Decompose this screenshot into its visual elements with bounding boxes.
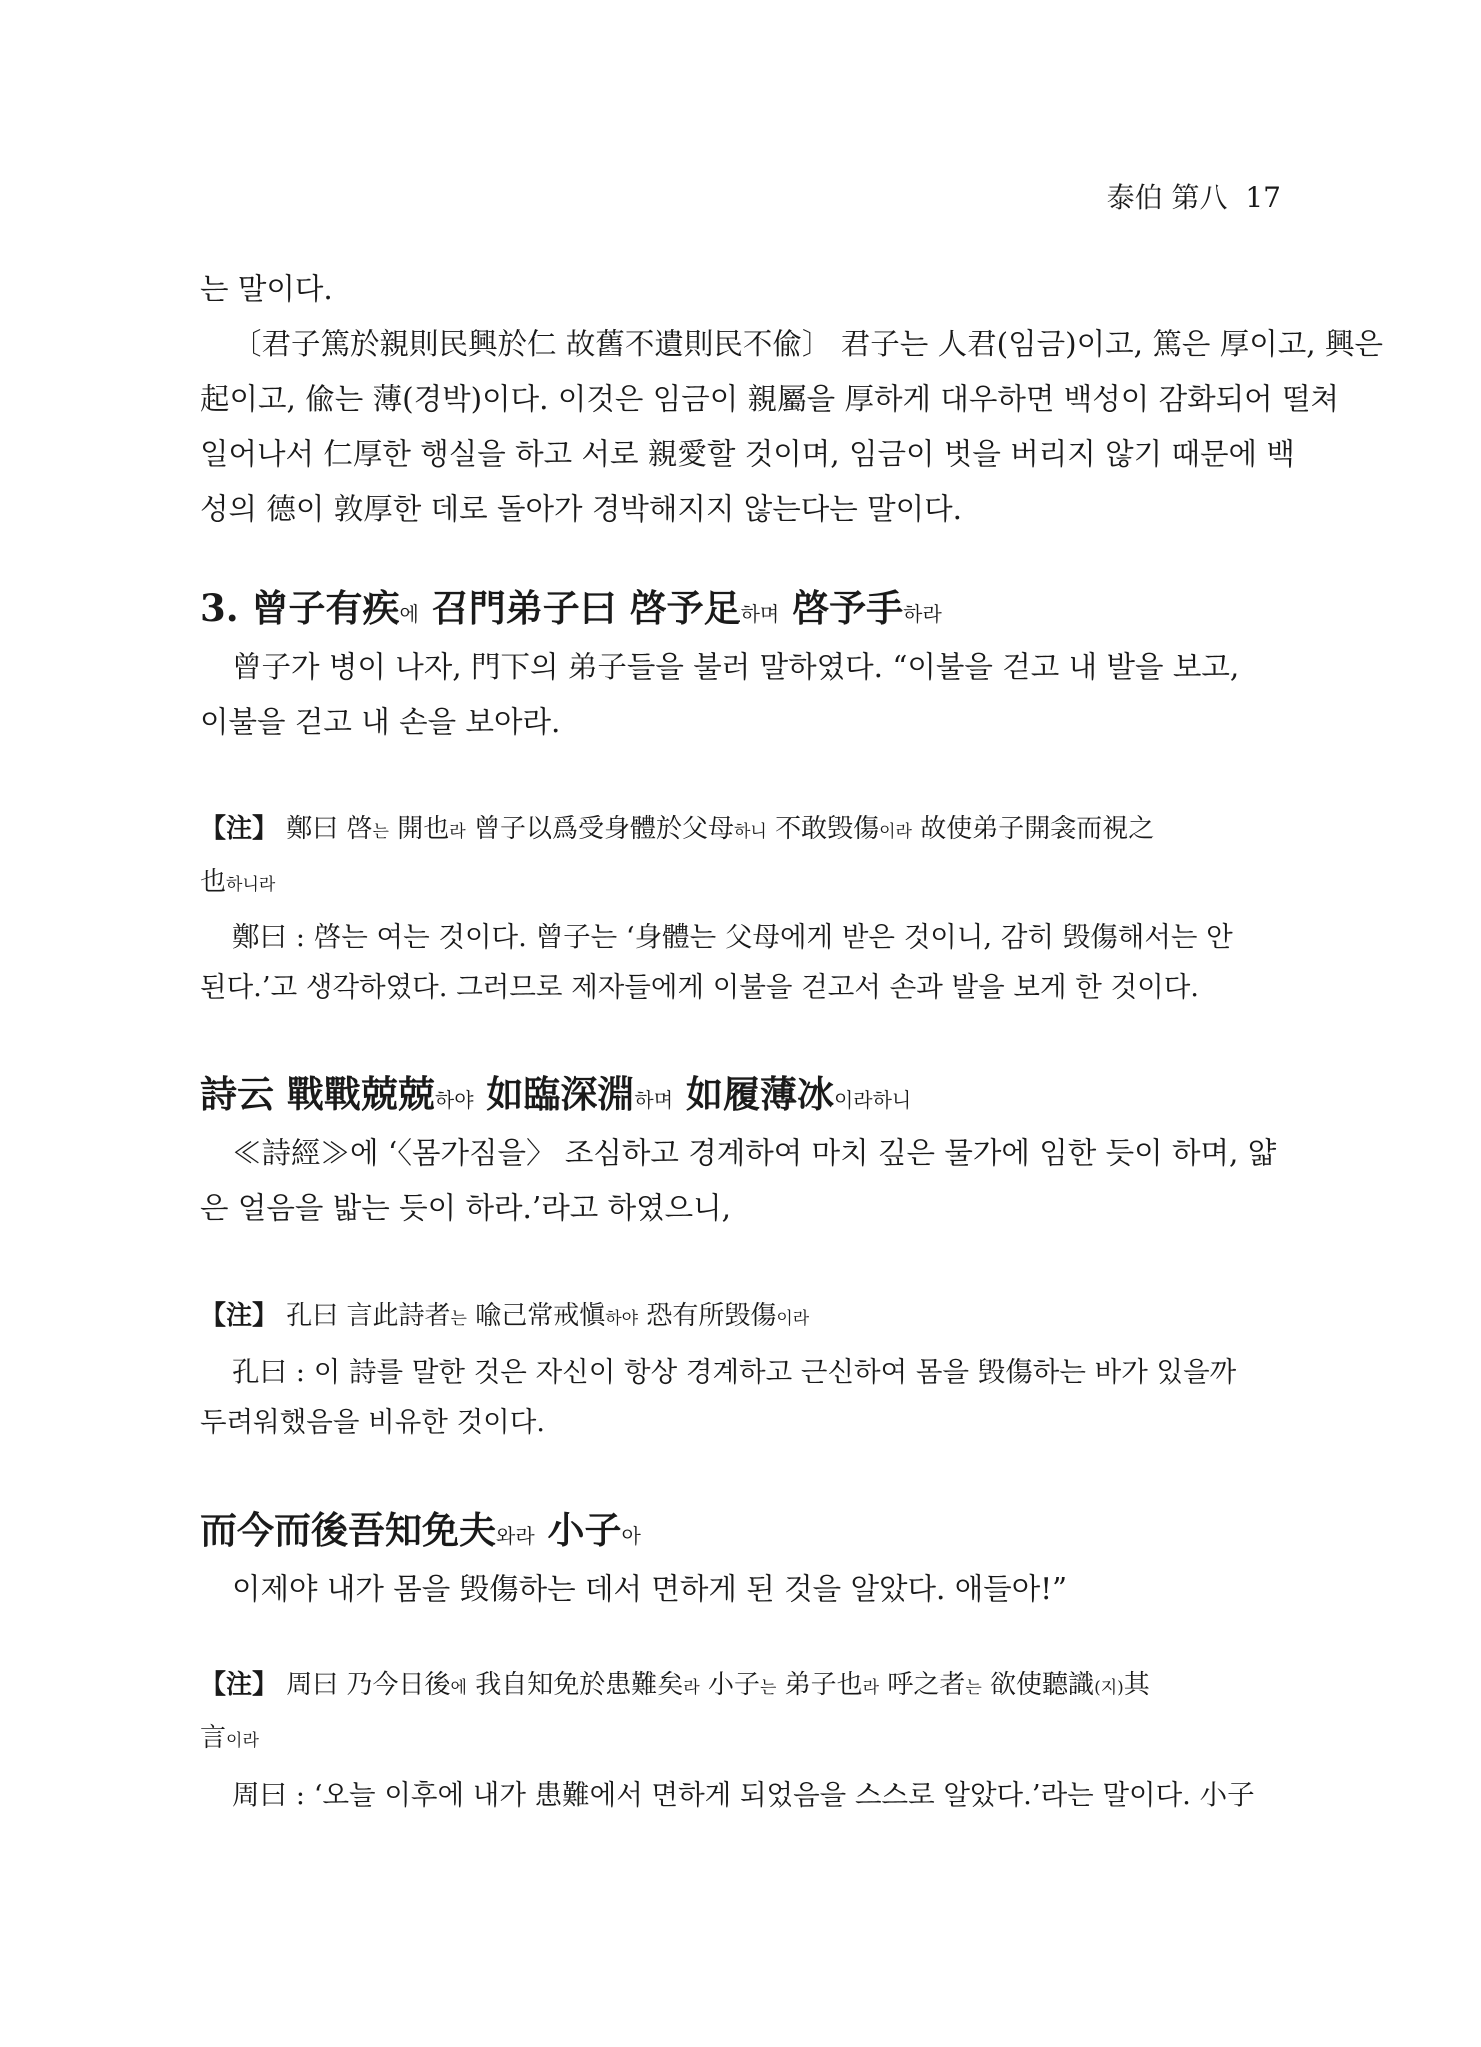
note-particle: 는 <box>965 1678 982 1698</box>
text-line: 성의 德이 敦厚한 데로 돌아가 경박해지지 않는다는 말이다. <box>200 492 962 526</box>
text-line: 이제야 내가 몸을 毁傷하는 데서 면하게 된 것을 알았다. 애들아!” <box>232 1572 1068 1606</box>
heading-text: 如履薄冰 <box>673 1072 834 1116</box>
section-er-note-translation <box>200 1770 1281 1820</box>
heading-particle: 하야 <box>434 1088 474 1112</box>
note-particle: 하야 <box>605 1309 639 1329</box>
heading-text: 如臨深淵 <box>473 1072 635 1116</box>
running-header <box>1107 176 1281 216</box>
note-particle: 이라 <box>776 1309 810 1329</box>
note-particle: 이라 <box>226 1731 259 1751</box>
heading-particle: 아 <box>621 1524 641 1548</box>
text-line: 일어나서 仁厚한 행실을 하고 서로 親愛할 것이며, 임금이 벗을 버리지 않기 때문에 백 <box>200 437 1295 471</box>
text-line: 鄭曰 : 啓는 여는 것이다. 曾子는 ‘身體는 父母에게 받은 것이니, 감히 毁傷해서는 안 <box>232 921 1233 953</box>
section-er-heading <box>200 1500 1281 1554</box>
section-3-note-translation <box>200 912 1281 1012</box>
text-line: 이불을 걷고 내 손을 보아라. <box>200 705 561 739</box>
heading-text: 而今而後吾知免夫 <box>200 1508 496 1552</box>
section-shi-note-translation <box>200 1347 1281 1447</box>
note-particle: 는 <box>372 822 389 842</box>
page-number: 17 <box>1245 181 1281 214</box>
note-text: 不敢毁傷 <box>766 814 880 844</box>
heading-particle: 이라하니 <box>833 1088 912 1112</box>
commentary-block-1 <box>200 262 1384 537</box>
running-head-title: 泰伯 第八 <box>1106 181 1228 214</box>
heading-particle: 하라 <box>903 602 942 626</box>
heading-text: 召門弟子曰 啓予足 <box>418 586 741 630</box>
note-text: 恐有所毁傷 <box>638 1301 777 1331</box>
text-line: 〔君子篤於親則民興於仁 故舊不遺則民不偸〕 君子는 人君(임금)이고, 篤은 厚이고, 興은 <box>232 327 1384 361</box>
note-particle: 이라 <box>879 822 912 842</box>
heading-text: 啓予手 <box>779 586 904 630</box>
text-line: 된다.’고 생각하였다. 그러므로 제자들에게 이불을 걷고서 손과 발을 보게 한 것이다. <box>200 971 1200 1003</box>
section-3-note <box>200 804 1281 910</box>
heading-particle: 와라 <box>496 1524 535 1548</box>
text-line: ≪詩經≫에 ‘〈몸가짐을〉 조심하고 경계하여 마치 깊은 물가에 임한 듯이 하며, 얇 <box>232 1136 1277 1170</box>
note-text: 故使弟子開衾而視之 <box>911 814 1155 844</box>
heading-particle: 하며 <box>634 1088 674 1112</box>
section-3-heading <box>200 578 1281 632</box>
section-er-translation <box>200 1562 1281 1617</box>
section-3-translation <box>200 640 1281 750</box>
note-text: 孔曰 言此詩者 <box>278 1301 451 1331</box>
note-text: 其 <box>1123 1670 1150 1700</box>
text-line: 孔曰 : 이 詩를 말한 것은 자신이 항상 경계하고 근신하여 몸을 毁傷하는 바가 있을까 <box>232 1356 1237 1388</box>
section-shi-heading <box>200 1064 1281 1118</box>
note-text: 我自知免於患難矣 <box>466 1670 684 1700</box>
section-shi-note <box>200 1292 1281 1343</box>
note-text: 呼之者 <box>879 1670 966 1700</box>
note-particle: 하니 <box>733 822 767 842</box>
note-particle: 는 <box>450 1309 467 1329</box>
note-text: 鄭曰 啓 <box>278 814 373 844</box>
heading-text: 詩云 戰戰兢兢 <box>200 1072 435 1116</box>
note-text: 也 <box>200 867 227 897</box>
note-tag: 【注】 <box>200 1670 279 1700</box>
section-shi-translation <box>200 1126 1281 1236</box>
heading-particle: 에 <box>399 602 419 626</box>
note-particle: 라 <box>862 1678 880 1698</box>
note-tag: 【注】 <box>200 1301 279 1331</box>
note-particle: 하니라 <box>226 875 276 895</box>
note-particle: 는 <box>759 1678 777 1698</box>
section-er-note <box>200 1660 1281 1766</box>
heading-text: 3. 曾子有疾 <box>200 586 400 630</box>
note-text: 弟子也 <box>776 1670 863 1700</box>
text-line: 曾子가 병이 나자, 門下의 弟子들을 불러 말하였다. “이불을 걷고 내 발을 보고, <box>232 650 1240 684</box>
text-line: 두려워했음을 비유한 것이다. <box>200 1406 546 1438</box>
text-line: 는 말이다. <box>200 272 333 306</box>
note-particle: 라 <box>449 822 466 842</box>
note-text: 欲使聽識 <box>981 1670 1095 1700</box>
note-text: 周曰 乃今日後 <box>278 1670 451 1700</box>
text-line: 은 얼음을 밟는 듯이 하라.’라고 하였으니, <box>200 1191 731 1225</box>
note-text: 言 <box>200 1723 227 1753</box>
note-text: 開也 <box>388 814 450 844</box>
note-tag: 【注】 <box>200 814 279 844</box>
note-particle: (지) <box>1094 1678 1124 1698</box>
text-line: 周曰 : ‘오늘 이후에 내가 患難에서 면하게 되었음을 스스로 알았다.’라는 말이다. 小子 <box>232 1779 1255 1811</box>
note-text: 曾子以爲受身體於父母 <box>465 814 734 844</box>
note-text: 喩己常戒愼 <box>466 1301 606 1331</box>
note-particle: 에 <box>450 1678 467 1698</box>
note-text: 小子 <box>699 1670 760 1700</box>
text-line: 起이고, 偸는 薄(경박)이다. 이것은 임금이 親屬을 厚하게 대우하면 백성이 감화되어 떨쳐 <box>200 382 1339 416</box>
note-particle: 라 <box>683 1678 700 1698</box>
heading-particle: 하며 <box>740 602 780 626</box>
heading-text: 小子 <box>534 1508 622 1552</box>
